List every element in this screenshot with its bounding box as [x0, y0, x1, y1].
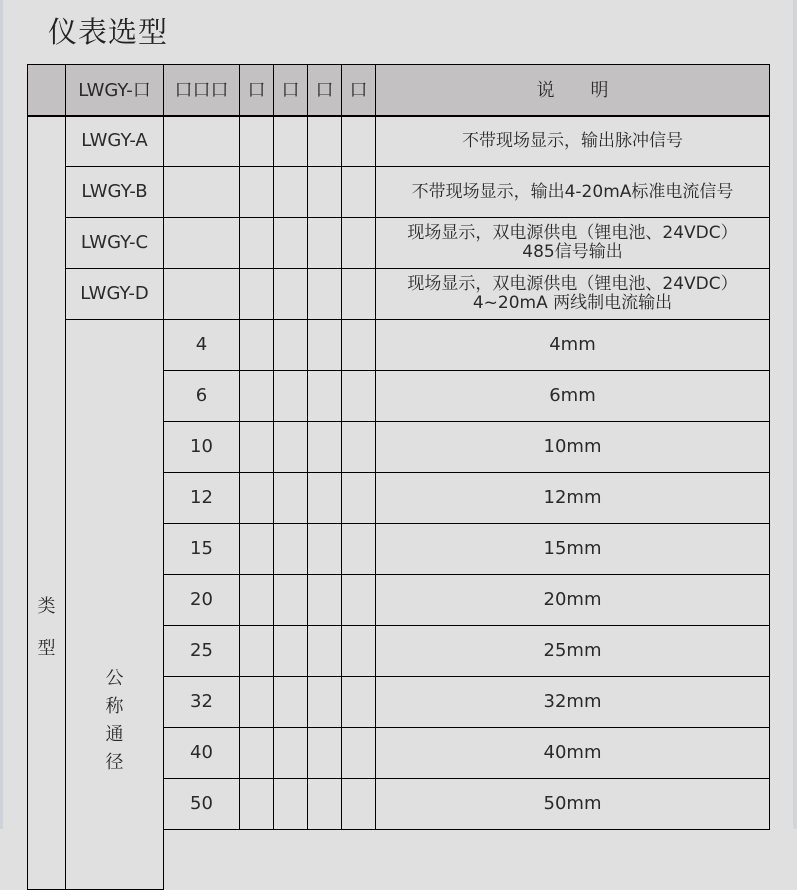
diameter-code-cell: 6 — [163, 370, 240, 422]
header-diameter-code: 口口口 — [163, 64, 240, 117]
description-line: 不带现场显示，输出4-20mA标准电流信号 — [411, 181, 734, 202]
empty-cell — [163, 166, 240, 218]
empty-cell — [341, 268, 376, 320]
empty-cell — [307, 523, 342, 575]
description-line: 现场显示，双电源供电（锂电池、24VDC） — [407, 223, 738, 243]
header-model: LWGY-口 — [65, 64, 164, 117]
empty-cell — [341, 370, 376, 422]
empty-cell — [341, 574, 376, 626]
diameter-description-cell: 4mm — [375, 319, 770, 371]
diameter-code-cell: 10 — [163, 421, 240, 473]
empty-cell — [239, 319, 274, 371]
description-line: 4~20mA 两线制电流输出 — [472, 293, 673, 313]
diameter-description-cell: 15mm — [375, 523, 770, 575]
empty-cell — [307, 319, 342, 371]
empty-cell — [341, 166, 376, 218]
diameter-code-cell: 50 — [163, 778, 240, 830]
diameter-group-char: 径 — [105, 752, 124, 773]
empty-cell — [163, 268, 240, 320]
type-code-cell: LWGY-B — [65, 166, 164, 218]
empty-cell — [307, 421, 342, 473]
description-line: 不带现场显示，输出脉冲信号 — [462, 130, 683, 151]
empty-cell — [273, 115, 308, 167]
empty-cell — [307, 778, 342, 830]
empty-cell — [273, 574, 308, 626]
diameter-code-cell: 32 — [163, 676, 240, 728]
empty-cell — [273, 217, 308, 269]
empty-cell — [273, 268, 308, 320]
empty-cell — [239, 115, 274, 167]
diameter-group-char: 称 — [105, 696, 124, 717]
empty-cell — [239, 574, 274, 626]
empty-cell — [341, 421, 376, 473]
empty-cell — [341, 778, 376, 830]
empty-cell — [273, 370, 308, 422]
page-title: 仪表选型 — [48, 15, 169, 49]
empty-cell — [307, 727, 342, 779]
header-blank — [27, 64, 66, 117]
description-line: 485信号输出 — [522, 242, 623, 262]
type-code-cell: LWGY-C — [65, 217, 164, 269]
empty-cell — [307, 115, 342, 167]
empty-cell — [163, 115, 240, 167]
diameter-description-cell: 12mm — [375, 472, 770, 524]
empty-cell — [341, 676, 376, 728]
empty-cell — [341, 523, 376, 575]
empty-cell — [341, 727, 376, 779]
diameter-description-cell: 32mm — [375, 676, 770, 728]
empty-cell — [307, 625, 342, 677]
empty-cell — [341, 115, 376, 167]
diameter-code-cell: 15 — [163, 523, 240, 575]
empty-cell — [307, 472, 342, 524]
diameter-code-cell: 12 — [163, 472, 240, 524]
empty-cell — [239, 268, 274, 320]
type-group-char: 型 — [37, 638, 56, 659]
empty-cell — [239, 472, 274, 524]
diameter-group-char: 通 — [105, 724, 124, 745]
empty-cell — [341, 217, 376, 269]
empty-cell — [239, 217, 274, 269]
empty-cell — [239, 676, 274, 728]
type-code-cell: LWGY-A — [65, 115, 164, 167]
empty-cell — [239, 727, 274, 779]
empty-cell — [273, 778, 308, 830]
empty-cell — [273, 625, 308, 677]
type-group-char: 类 — [37, 596, 56, 617]
empty-cell — [239, 778, 274, 830]
diameter-code-cell: 40 — [163, 727, 240, 779]
diameter-code-cell: 4 — [163, 319, 240, 371]
header-option-4: 口 — [341, 64, 376, 117]
empty-cell — [341, 319, 376, 371]
type-group-label — [27, 115, 66, 890]
empty-cell — [273, 166, 308, 218]
left-edge — [0, 0, 3, 829]
diameter-description-cell: 50mm — [375, 778, 770, 830]
empty-cell — [239, 421, 274, 473]
empty-cell — [273, 676, 308, 728]
empty-cell — [273, 472, 308, 524]
empty-cell — [273, 421, 308, 473]
diameter-description-cell: 6mm — [375, 370, 770, 422]
diameter-code-cell: 20 — [163, 574, 240, 626]
empty-cell — [307, 268, 342, 320]
empty-cell — [273, 523, 308, 575]
header-option-3: 口 — [307, 64, 342, 117]
diameter-description-cell: 20mm — [375, 574, 770, 626]
empty-cell — [341, 625, 376, 677]
diameter-description-cell: 25mm — [375, 625, 770, 677]
diameter-group-char: 公 — [105, 668, 124, 689]
diameter-description-cell: 40mm — [375, 727, 770, 779]
diameter-description-cell: 10mm — [375, 421, 770, 473]
empty-cell — [239, 523, 274, 575]
type-description-cell — [375, 115, 770, 167]
type-code-cell: LWGY-D — [65, 268, 164, 320]
empty-cell — [273, 319, 308, 371]
empty-cell — [307, 370, 342, 422]
empty-cell — [163, 217, 240, 269]
diameter-group-label — [65, 319, 164, 890]
empty-cell — [239, 370, 274, 422]
header-option-2: 口 — [273, 64, 308, 117]
empty-cell — [307, 574, 342, 626]
empty-cell — [307, 676, 342, 728]
header-description: 说 明 — [375, 64, 770, 117]
type-description-cell — [375, 268, 770, 320]
empty-cell — [239, 166, 274, 218]
empty-cell — [307, 217, 342, 269]
empty-cell — [273, 727, 308, 779]
empty-cell — [341, 472, 376, 524]
empty-cell — [307, 166, 342, 218]
diameter-code-cell: 25 — [163, 625, 240, 677]
type-description-cell — [375, 166, 770, 218]
type-description-cell — [375, 217, 770, 269]
right-scrollbar-edge[interactable] — [793, 0, 797, 829]
description-line: 现场显示，双电源供电（锂电池、24VDC） — [407, 274, 738, 294]
header-option-1: 口 — [239, 64, 274, 117]
empty-cell — [239, 625, 274, 677]
